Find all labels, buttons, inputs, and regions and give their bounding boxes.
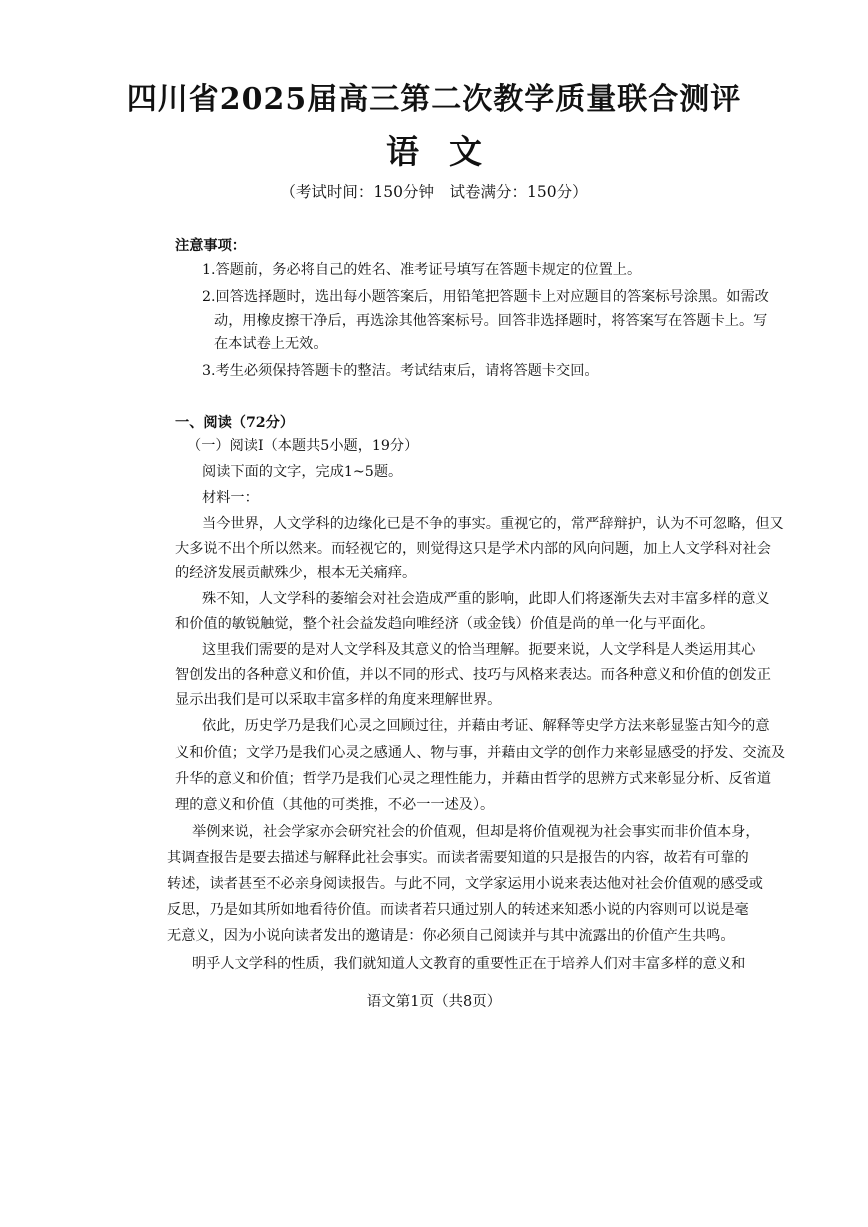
passage-line: 其调查报告是要去描述与解释此社会事实。而读者需要知道的只是报告的内容，故若有可靠的 bbox=[167, 850, 749, 866]
passage-line: 智创发出的各种意义和价值，并以不同的形式、技巧与风格来表达。而各种意义和价值的创发正 bbox=[175, 667, 771, 683]
notes-item-2-cont: 动，用橡皮擦干净后，再选涂其他答案标号。回答非选择题时，将答案写在答题卡上。写 bbox=[214, 313, 768, 329]
notes-item-1: 1.答题前，务必将自己的姓名、准考证号填写在答题卡规定的位置上。 bbox=[202, 262, 642, 278]
passage-line: 这里我们需要的是对人文学科及其意义的恰当理解。扼要来说，人文学科是人类运用其心 bbox=[202, 642, 756, 658]
notes-item-2: 2.回答选择题时，选出每小题答案后，用铅笔把答题卡上对应题目的答案标号涂黑。如需改 bbox=[202, 289, 769, 305]
notes-item-2-cont2: 在本试卷上无效。 bbox=[214, 336, 328, 352]
exam-info: （考试时间：150分钟 试卷满分：150分） bbox=[280, 183, 588, 201]
section-heading: 一、阅读（72分） bbox=[175, 415, 295, 431]
passage-line: 大多说不出个所以然来。而轻视它的，则觉得这只是学术内部的风向问题，加上人文学科对社会 bbox=[175, 541, 771, 557]
passage-line: 升华的意义和价值；哲学乃是我们心灵之理性能力，并藉由哲学的思辨方式来彰显分析、反省道 bbox=[175, 771, 771, 787]
exam-title: 四川省2025届高三第二次教学质量联合测评 bbox=[126, 82, 742, 117]
passage-line: 依此，历史学乃是我们心灵之回顾过往，并藉由考证、解释等史学方法来彰显鉴古知今的意 bbox=[202, 718, 770, 734]
material-label: 材料一： bbox=[202, 490, 259, 506]
passage-line: 明乎人文学科的性质，我们就知道人文教育的重要性正在于培养人们对丰富多样的意义和 bbox=[192, 956, 746, 972]
subject-title: 语文 bbox=[386, 132, 512, 171]
passage-line: 殊不知，人文学科的萎缩会对社会造成严重的影响，此即人们将逐渐失去对丰富多样的意义 bbox=[202, 591, 770, 607]
notes-item-3: 3.考生必须保持答题卡的整洁。考试结束后，请将答题卡交回。 bbox=[202, 363, 599, 379]
passage-line: 当今世界，人文学科的边缘化已是不争的事实。重视它的，常严辞辩护，认为不可忽略，但又 bbox=[202, 516, 784, 532]
passage-line: 义和价值；文学乃是我们心灵之感通人、物与事，并藉由文学的创作力来彰显感受的抒发、交流及 bbox=[175, 745, 786, 761]
notes-heading: 注意事项： bbox=[175, 238, 246, 254]
passage-line: 显示出我们是可以采取丰富多样的角度来理解世界。 bbox=[175, 692, 502, 708]
section-subheading: （一）阅读Ⅰ（本题共5小题，19分） bbox=[187, 438, 419, 454]
passage-line: 举例来说，社会学家亦会研究社会的价值观，但却是将价值观视为社会事实而非价值本身， bbox=[192, 824, 760, 840]
passage-line: 和价值的敏锐触觉，整个社会益发趋向唯经济（或金钱）价值是尚的单一化与平面化。 bbox=[175, 616, 715, 632]
passage-line: 的经济发展贡献殊少，根本无关痛痒。 bbox=[175, 565, 417, 581]
section-instruction: 阅读下面的文字，完成1~5题。 bbox=[202, 464, 403, 480]
passage-line: 反思，乃是如其所如地看待价值。而读者若只通过别人的转述来知悉小说的内容则可以说是毫 bbox=[167, 902, 749, 918]
page-footer: 语文第1页（共8页） bbox=[366, 994, 502, 1010]
passage-line: 无意义，因为小说向读者发出的邀请是：你必须自己阅读并与其中流露出的价值产生共鸣。 bbox=[167, 928, 735, 944]
passage-line: 理的意义和价值（其他的可类推，不必一一述及）。 bbox=[175, 797, 495, 813]
passage-line: 转述，读者甚至不必亲身阅读报告。与此不同，文学家运用小说来表达他对社会价值观的感受或 bbox=[167, 876, 763, 892]
